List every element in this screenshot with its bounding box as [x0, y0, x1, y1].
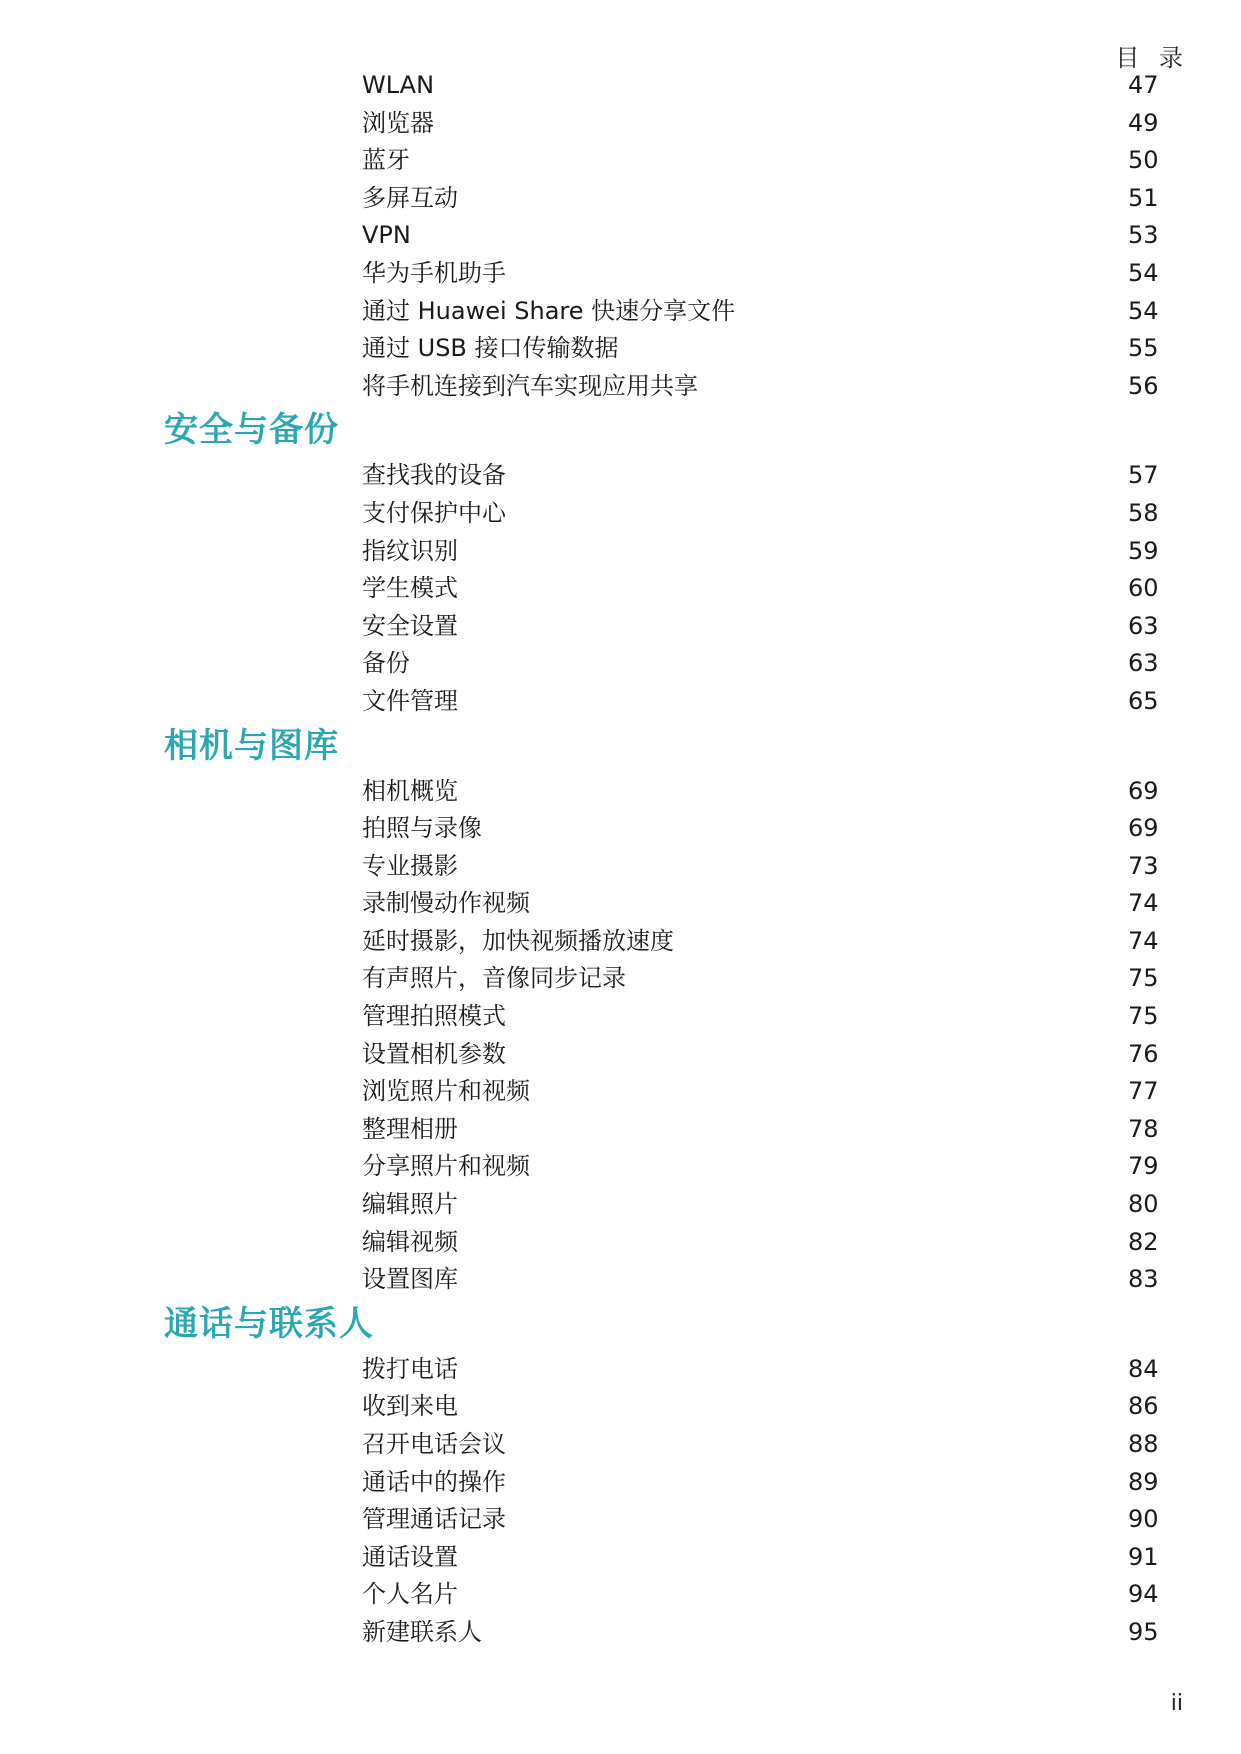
toc-entry[interactable] — [0, 1425, 1241, 1463]
table-of-contents — [0, 66, 1241, 1651]
toc-entry-page: 89 — [1128, 1467, 1159, 1496]
toc-entry-title: 蓝牙 — [362, 146, 410, 175]
toc-entry-page: 55 — [1128, 334, 1159, 363]
toc-entry[interactable] — [0, 254, 1241, 292]
toc-section — [0, 66, 1241, 404]
toc-entry-page: 50 — [1128, 146, 1159, 175]
toc-entry-title: 拨打电话 — [362, 1354, 458, 1383]
toc-entry[interactable] — [0, 532, 1241, 570]
toc-entry[interactable] — [0, 1463, 1241, 1501]
toc-entry-title: 整理相册 — [362, 1114, 458, 1143]
toc-entry[interactable] — [0, 329, 1241, 367]
toc-entry-title: 支付保护中心 — [362, 498, 506, 527]
toc-entry-title: 管理拍照模式 — [362, 1002, 506, 1031]
toc-entry-page: 63 — [1128, 649, 1159, 678]
toc-entry-page: 54 — [1128, 296, 1159, 325]
toc-entry-page: 80 — [1128, 1190, 1159, 1219]
toc-entry[interactable] — [0, 1613, 1241, 1651]
toc-entry-title: 查找我的设备 — [362, 461, 506, 490]
toc-entry-title: 多屏互动 — [362, 183, 458, 212]
toc-section — [0, 720, 1241, 1298]
toc-entry-title: 编辑照片 — [362, 1190, 458, 1219]
toc-entry-page: 49 — [1128, 108, 1159, 137]
toc-entry-title: 指纹识别 — [362, 536, 458, 565]
toc-entry-page: 75 — [1128, 1002, 1159, 1031]
toc-entry-page: 63 — [1128, 611, 1159, 640]
page-number: ii — [1170, 1691, 1183, 1716]
toc-entry[interactable] — [0, 1260, 1241, 1298]
toc-entry-page: 56 — [1128, 371, 1159, 400]
toc-entry[interactable] — [0, 997, 1241, 1035]
toc-entry-page: 91 — [1128, 1542, 1159, 1571]
toc-entry-page: 88 — [1128, 1430, 1159, 1458]
section-heading-label: 安全与备份 — [164, 410, 339, 451]
toc-entry[interactable] — [0, 922, 1241, 960]
toc-entry[interactable] — [0, 682, 1241, 720]
toc-section — [0, 1298, 1241, 1651]
toc-entry-title: 文件管理 — [362, 686, 458, 715]
toc-entry[interactable] — [0, 1350, 1241, 1388]
toc-entry-title: 个人名片 — [362, 1580, 458, 1609]
toc-entry-page: 69 — [1128, 814, 1159, 843]
toc-entry-page: 76 — [1128, 1039, 1159, 1068]
toc-entry-page: 60 — [1128, 574, 1159, 603]
toc-entry-page: 74 — [1128, 926, 1159, 955]
toc-entry-title: 相机概览 — [362, 776, 458, 805]
toc-entry-title: 备份 — [362, 649, 410, 678]
toc-entry[interactable] — [0, 1575, 1241, 1613]
toc-entry[interactable] — [0, 569, 1241, 607]
toc-entry-page: 79 — [1128, 1152, 1159, 1181]
toc-entry[interactable] — [0, 104, 1241, 142]
toc-entry-title: 分享照片和视频 — [362, 1152, 530, 1181]
toc-entry-page: 82 — [1128, 1227, 1159, 1256]
toc-entry-title: 通过 USB 接口传输数据 — [362, 334, 619, 363]
section-heading[interactable] — [0, 720, 1241, 772]
toc-entry-title: 编辑视频 — [362, 1227, 458, 1256]
toc-entry-title: 浏览照片和视频 — [362, 1077, 530, 1106]
toc-entry-title: 录制慢动作视频 — [362, 889, 530, 918]
toc-entry[interactable] — [0, 1072, 1241, 1110]
toc-header-title: 目 录 — [1115, 44, 1189, 72]
toc-entry-page: 65 — [1128, 686, 1159, 715]
toc-entry-title: 通话中的操作 — [362, 1467, 506, 1496]
toc-entry-title: 华为手机助手 — [362, 258, 506, 287]
toc-entry-page: 54 — [1128, 258, 1159, 287]
toc-entry-page: 94 — [1128, 1580, 1159, 1609]
toc-entry-page: 51 — [1128, 183, 1159, 212]
toc-entry-title: VPN — [362, 221, 411, 250]
toc-entry[interactable] — [0, 1185, 1241, 1223]
toc-entry[interactable] — [0, 1538, 1241, 1576]
toc-entry[interactable] — [0, 607, 1241, 645]
toc-entry-title: 学生模式 — [362, 574, 458, 603]
toc-entry[interactable] — [0, 847, 1241, 885]
toc-entry[interactable] — [0, 1147, 1241, 1185]
toc-entry-page: 74 — [1128, 889, 1159, 918]
toc-entry-title: WLAN — [362, 71, 435, 99]
toc-entry[interactable] — [0, 1387, 1241, 1425]
toc-entry-page: 57 — [1128, 461, 1159, 490]
toc-entry-title: 延时摄影，加快视频播放速度 — [362, 926, 674, 955]
section-heading[interactable] — [0, 1298, 1241, 1350]
toc-entry-page: 47 — [1128, 71, 1159, 99]
toc-entry-title: 将手机连接到汽车实现应用共享 — [362, 371, 698, 400]
toc-entry[interactable] — [0, 292, 1241, 330]
toc-entry[interactable] — [0, 959, 1241, 997]
toc-entry-title: 拍照与录像 — [362, 814, 482, 843]
toc-entry-page: 95 — [1128, 1617, 1159, 1646]
toc-entry-title: 专业摄影 — [362, 851, 458, 880]
section-heading-label: 相机与图库 — [164, 725, 339, 766]
toc-entry-page: 84 — [1128, 1354, 1159, 1383]
toc-entry-title: 通过 Huawei Share 快速分享文件 — [362, 296, 736, 325]
toc-entry[interactable] — [0, 772, 1241, 810]
toc-entry[interactable] — [0, 367, 1241, 405]
toc-entry[interactable] — [0, 494, 1241, 532]
toc-entry-page: 69 — [1128, 776, 1159, 805]
section-heading[interactable] — [0, 404, 1241, 456]
toc-entry[interactable] — [0, 644, 1241, 682]
toc-entry-title: 召开电话会议 — [362, 1430, 506, 1458]
toc-entry-title: 浏览器 — [362, 108, 434, 137]
toc-entry[interactable] — [0, 1223, 1241, 1261]
toc-section — [0, 404, 1241, 719]
toc-entry-title: 管理通话记录 — [362, 1505, 506, 1534]
toc-entry[interactable] — [0, 1110, 1241, 1148]
toc-entry[interactable] — [0, 66, 1241, 104]
toc-entry-page: 59 — [1128, 536, 1159, 565]
toc-entry-page: 86 — [1128, 1392, 1159, 1421]
toc-entry-title: 收到来电 — [362, 1392, 458, 1421]
toc-entry-title: 新建联系人 — [362, 1617, 482, 1646]
toc-entry-title: 设置相机参数 — [362, 1039, 506, 1068]
toc-entry-title: 安全设置 — [362, 611, 458, 640]
toc-entry-page: 78 — [1128, 1114, 1159, 1143]
toc-entry[interactable] — [0, 216, 1241, 254]
toc-entry-page: 53 — [1128, 221, 1159, 250]
toc-entry[interactable] — [0, 1035, 1241, 1073]
toc-entry[interactable] — [0, 809, 1241, 847]
toc-entry-title: 设置图库 — [362, 1265, 458, 1294]
toc-entry[interactable] — [0, 1500, 1241, 1538]
toc-entry-page: 83 — [1128, 1265, 1159, 1294]
toc-entry[interactable] — [0, 456, 1241, 494]
toc-entry-page: 73 — [1128, 851, 1159, 880]
toc-entry-title: 通话设置 — [362, 1542, 458, 1571]
toc-entry-page: 58 — [1128, 498, 1159, 527]
section-heading-label: 通话与联系人 — [164, 1303, 374, 1344]
toc-entry[interactable] — [0, 141, 1241, 179]
toc-entry-page: 90 — [1128, 1505, 1159, 1534]
toc-entry-page: 77 — [1128, 1077, 1159, 1106]
toc-entry[interactable] — [0, 179, 1241, 217]
toc-entry[interactable] — [0, 884, 1241, 922]
toc-entry-title: 有声照片，音像同步记录 — [362, 964, 626, 993]
toc-entry-page: 75 — [1128, 964, 1159, 993]
